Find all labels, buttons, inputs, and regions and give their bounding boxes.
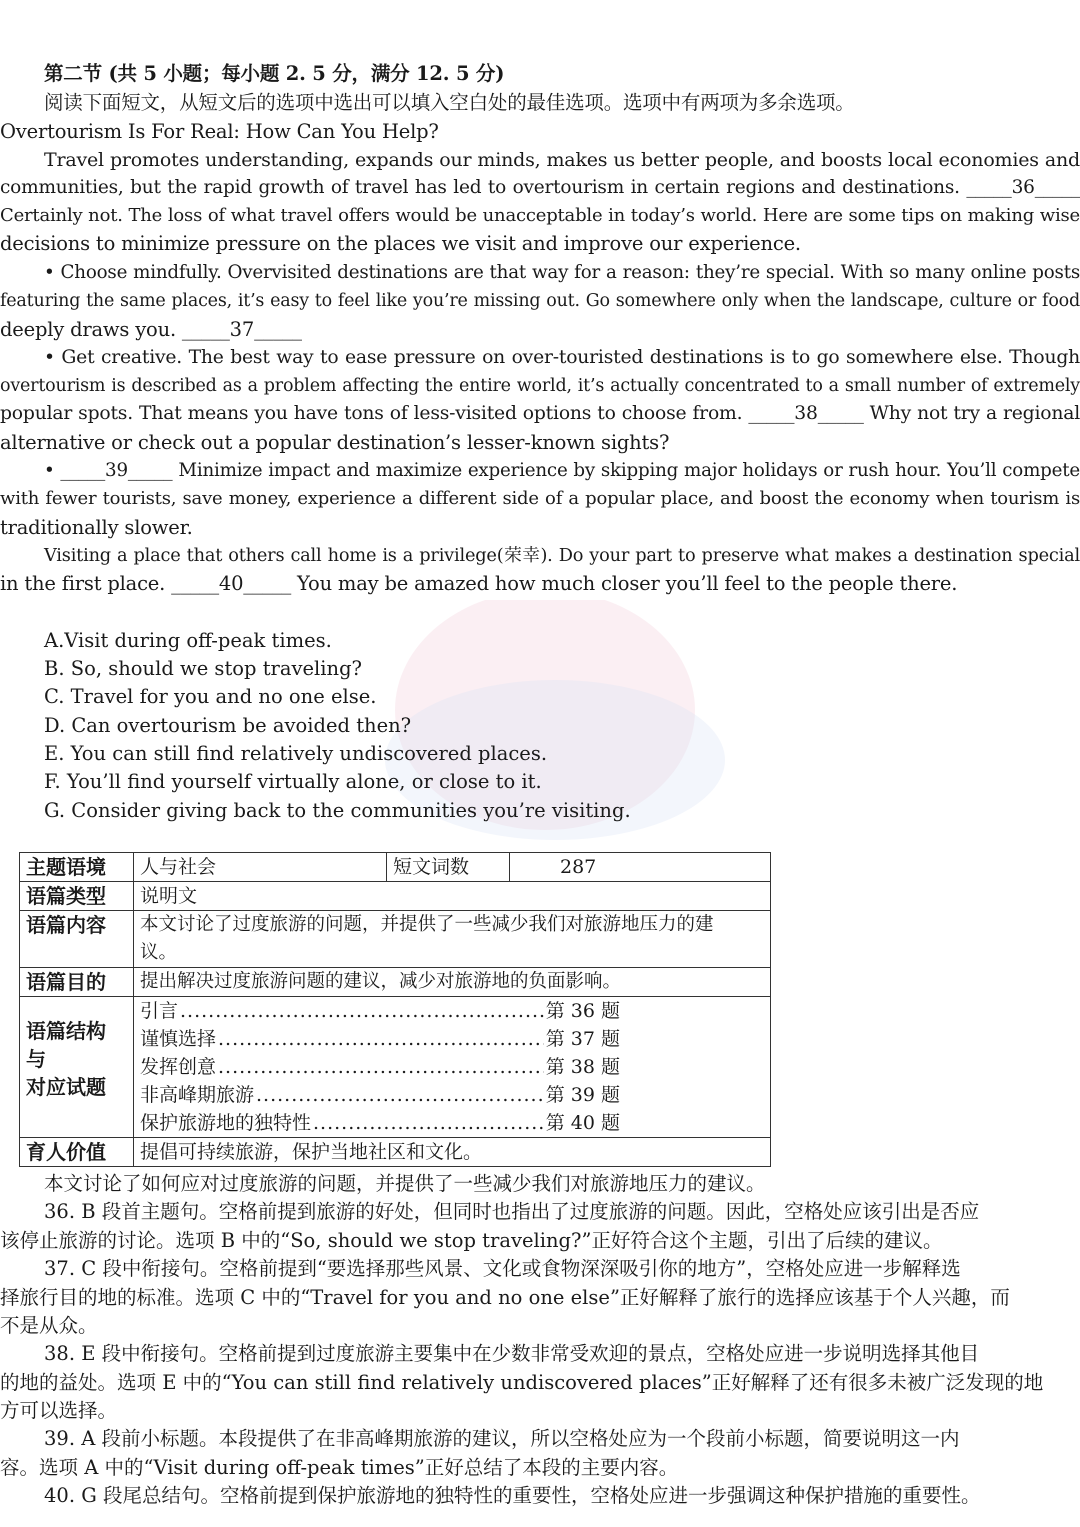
content-value-line: 本文讨论了过度旅游的问题，并提供了一些减少我们对旅游地压力的建 — [140, 914, 714, 935]
wordcount-value: 287 — [510, 853, 771, 882]
table-row — [20, 911, 771, 968]
table-row — [20, 1138, 771, 1167]
structure-item: 引言 ..... 第 36 题 — [140, 997, 620, 1025]
section-header: 第二节 (共 5 小题；每小题 2. 5 分，满分 12. 5 分) — [44, 62, 505, 85]
answer-line: 该停止旅游的讨论。选项 B 中的“So, should we stop traveling?”正好符合这个主题，引出了后续的建议。 — [0, 1229, 943, 1252]
structure-item: 发挥创意 ..... 第 38 题 — [140, 1053, 620, 1081]
answer-line: 择旅行目的地的标准。选项 C 中的“Travel for you and no one else”正好解释了旅行的选择应该基于个人兴趣，而 — [0, 1286, 1010, 1309]
structure-item: 保护旅游地的独特性 ..... 第 40 题 — [140, 1109, 620, 1137]
structure-item: 谨慎选择 ..... 第 37 题 — [140, 1025, 620, 1053]
structure-label: 对应试题 — [26, 1075, 106, 1099]
option-e: E. You can still find relatively undiscovered places. — [44, 742, 548, 765]
passage-line: • Choose mindfully. Overvisited destinations are that way for a reason: they’re special. With so many online posts — [44, 262, 1080, 283]
purpose-label: 语篇目的 — [20, 968, 134, 997]
answer-line: 不是从众。 — [0, 1314, 98, 1337]
type-value: 说明文 — [134, 882, 771, 911]
answer-line: 容。选项 A 中的“Visit during off-peak times”正好总结了本段的主要内容。 — [0, 1456, 679, 1479]
structure-label: 与 — [26, 1047, 46, 1071]
passage-line: featuring the same places, it’s easy to feel like you’re missing out. Go somewhere only when the landscape, culture or food — [0, 291, 1080, 311]
answer-line: 38. E 段中衔接句。空格前提到过度旅游主要集中在少数非常受欢迎的景点，空格处应进一步说明选择其他目 — [44, 1342, 980, 1365]
passage-line: communities, but the rapid growth of travel has led to overtourism in certain regions and destinations. _____36_____ — [0, 177, 1080, 198]
answer-line: 40. G 段尾总结句。空格前提到保护旅游地的独特性的重要性，空格处应进一步强调这种保护措施的重要性。 — [44, 1484, 981, 1507]
passage-line: deeply draws you. _____37_____ — [0, 318, 302, 341]
theme-label: 主题语境 — [20, 853, 134, 882]
structure-item: 非高峰期旅游 ..... 第 39 题 — [140, 1081, 620, 1109]
value-label: 育人价值 — [20, 1138, 134, 1167]
value-value: 提倡可持续旅游，保护当地社区和文化。 — [134, 1138, 771, 1167]
answer-line: 方可以选择。 — [0, 1399, 118, 1422]
type-label: 语篇类型 — [20, 882, 134, 911]
table-row — [20, 853, 771, 882]
answer-summary: 本文讨论了如何应对过度旅游的问题，并提供了一些减少我们对旅游地压力的建议。 — [44, 1172, 766, 1195]
table-row — [20, 997, 771, 1138]
option-g: G. Consider giving back to the communities you’re visiting. — [44, 799, 631, 822]
passage-line: • _____39_____ Minimize impact and maximize experience by skipping major holidays or rush hour. You’ll compete — [44, 460, 1080, 481]
table-row — [20, 968, 771, 997]
passage-line: Certainly not. The loss of what travel offers would be unacceptable in today’s world. Here are some tips on making wise — [0, 205, 1080, 226]
passage-line: popular spots. That means you have tons of less-visited options to choose from. _____38_____ Why not try a regional — [0, 403, 1080, 424]
structure-label: 语篇结构 — [26, 1019, 106, 1043]
option-d: D. Can overtourism be avoided then? — [44, 714, 412, 737]
option-b: B. So, should we stop traveling? — [44, 657, 363, 680]
passage-line: • Get creative. The best way to ease pressure on over-touristed destinations is to go somewhere else. Though — [44, 347, 1080, 368]
content-value-line: 议。 — [140, 942, 178, 963]
passage-line: Travel promotes understanding, expands our minds, makes us better people, and boosts local economies and — [44, 149, 1080, 171]
passage-line: traditionally slower. — [0, 516, 193, 539]
answer-line: 36. B 段首主题句。空格前提到旅游的好处，但同时也指出了过度旅游的问题。因此，空格处应该引出是否应 — [44, 1200, 980, 1223]
purpose-value: 提出解决过度旅游问题的建议，减少对旅游地的负面影响。 — [134, 968, 771, 997]
answer-line: 的地的益处。选项 E 中的“You can still find relatively undiscovered places”正好解释了还有很多未被广泛发现的地 — [0, 1371, 1044, 1394]
passage-line: with fewer tourists, save money, experience a different side of a popular place, and boost the economy when tourism is — [0, 488, 1080, 509]
option-a: A.Visit during off-peak times. — [44, 629, 332, 652]
passage-info-table — [19, 852, 771, 1167]
wordcount-label: 短文词数 — [387, 853, 510, 882]
passage-line: overtourism is described as a problem affecting the entire world, it’s actually concentrated to a small number of extremely — [0, 376, 1080, 396]
passage-line: Visiting a place that others call home is a privilege(荣幸). Do your part to preserve what makes a destination special — [44, 546, 1080, 566]
passage-title: Overtourism Is For Real: How Can You Help? — [0, 120, 439, 143]
content-label: 语篇内容 — [20, 911, 134, 968]
option-c: C. Travel for you and no one else. — [44, 685, 377, 708]
passage-line: alternative or check out a popular destination’s lesser-known sights? — [0, 431, 670, 454]
answer-line: 37. C 段中衔接句。空格前提到“要选择那些风景、文化或食物深深吸引你的地方”，空格处应进一步解释选 — [44, 1257, 961, 1280]
table-row — [20, 882, 771, 911]
option-f: F. You’ll find yourself virtually alone, or close to it. — [44, 770, 542, 793]
theme-value: 人与社会 — [134, 853, 387, 882]
instruction: 阅读下面短文，从短文后的选项中选出可以填入空白处的最佳选项。选项中有两项为多余选项。 — [44, 91, 855, 114]
passage-line: decisions to minimize pressure on the places we visit and improve our experience. — [0, 232, 801, 255]
passage-line: in the first place. _____40_____ You may be amazed how much closer you’ll feel to the people there. — [0, 572, 958, 595]
answer-line: 39. A 段前小标题。本段提供了在非高峰期旅游的建议，所以空格处应为一个段前小标题，简要说明这一内 — [44, 1427, 960, 1450]
